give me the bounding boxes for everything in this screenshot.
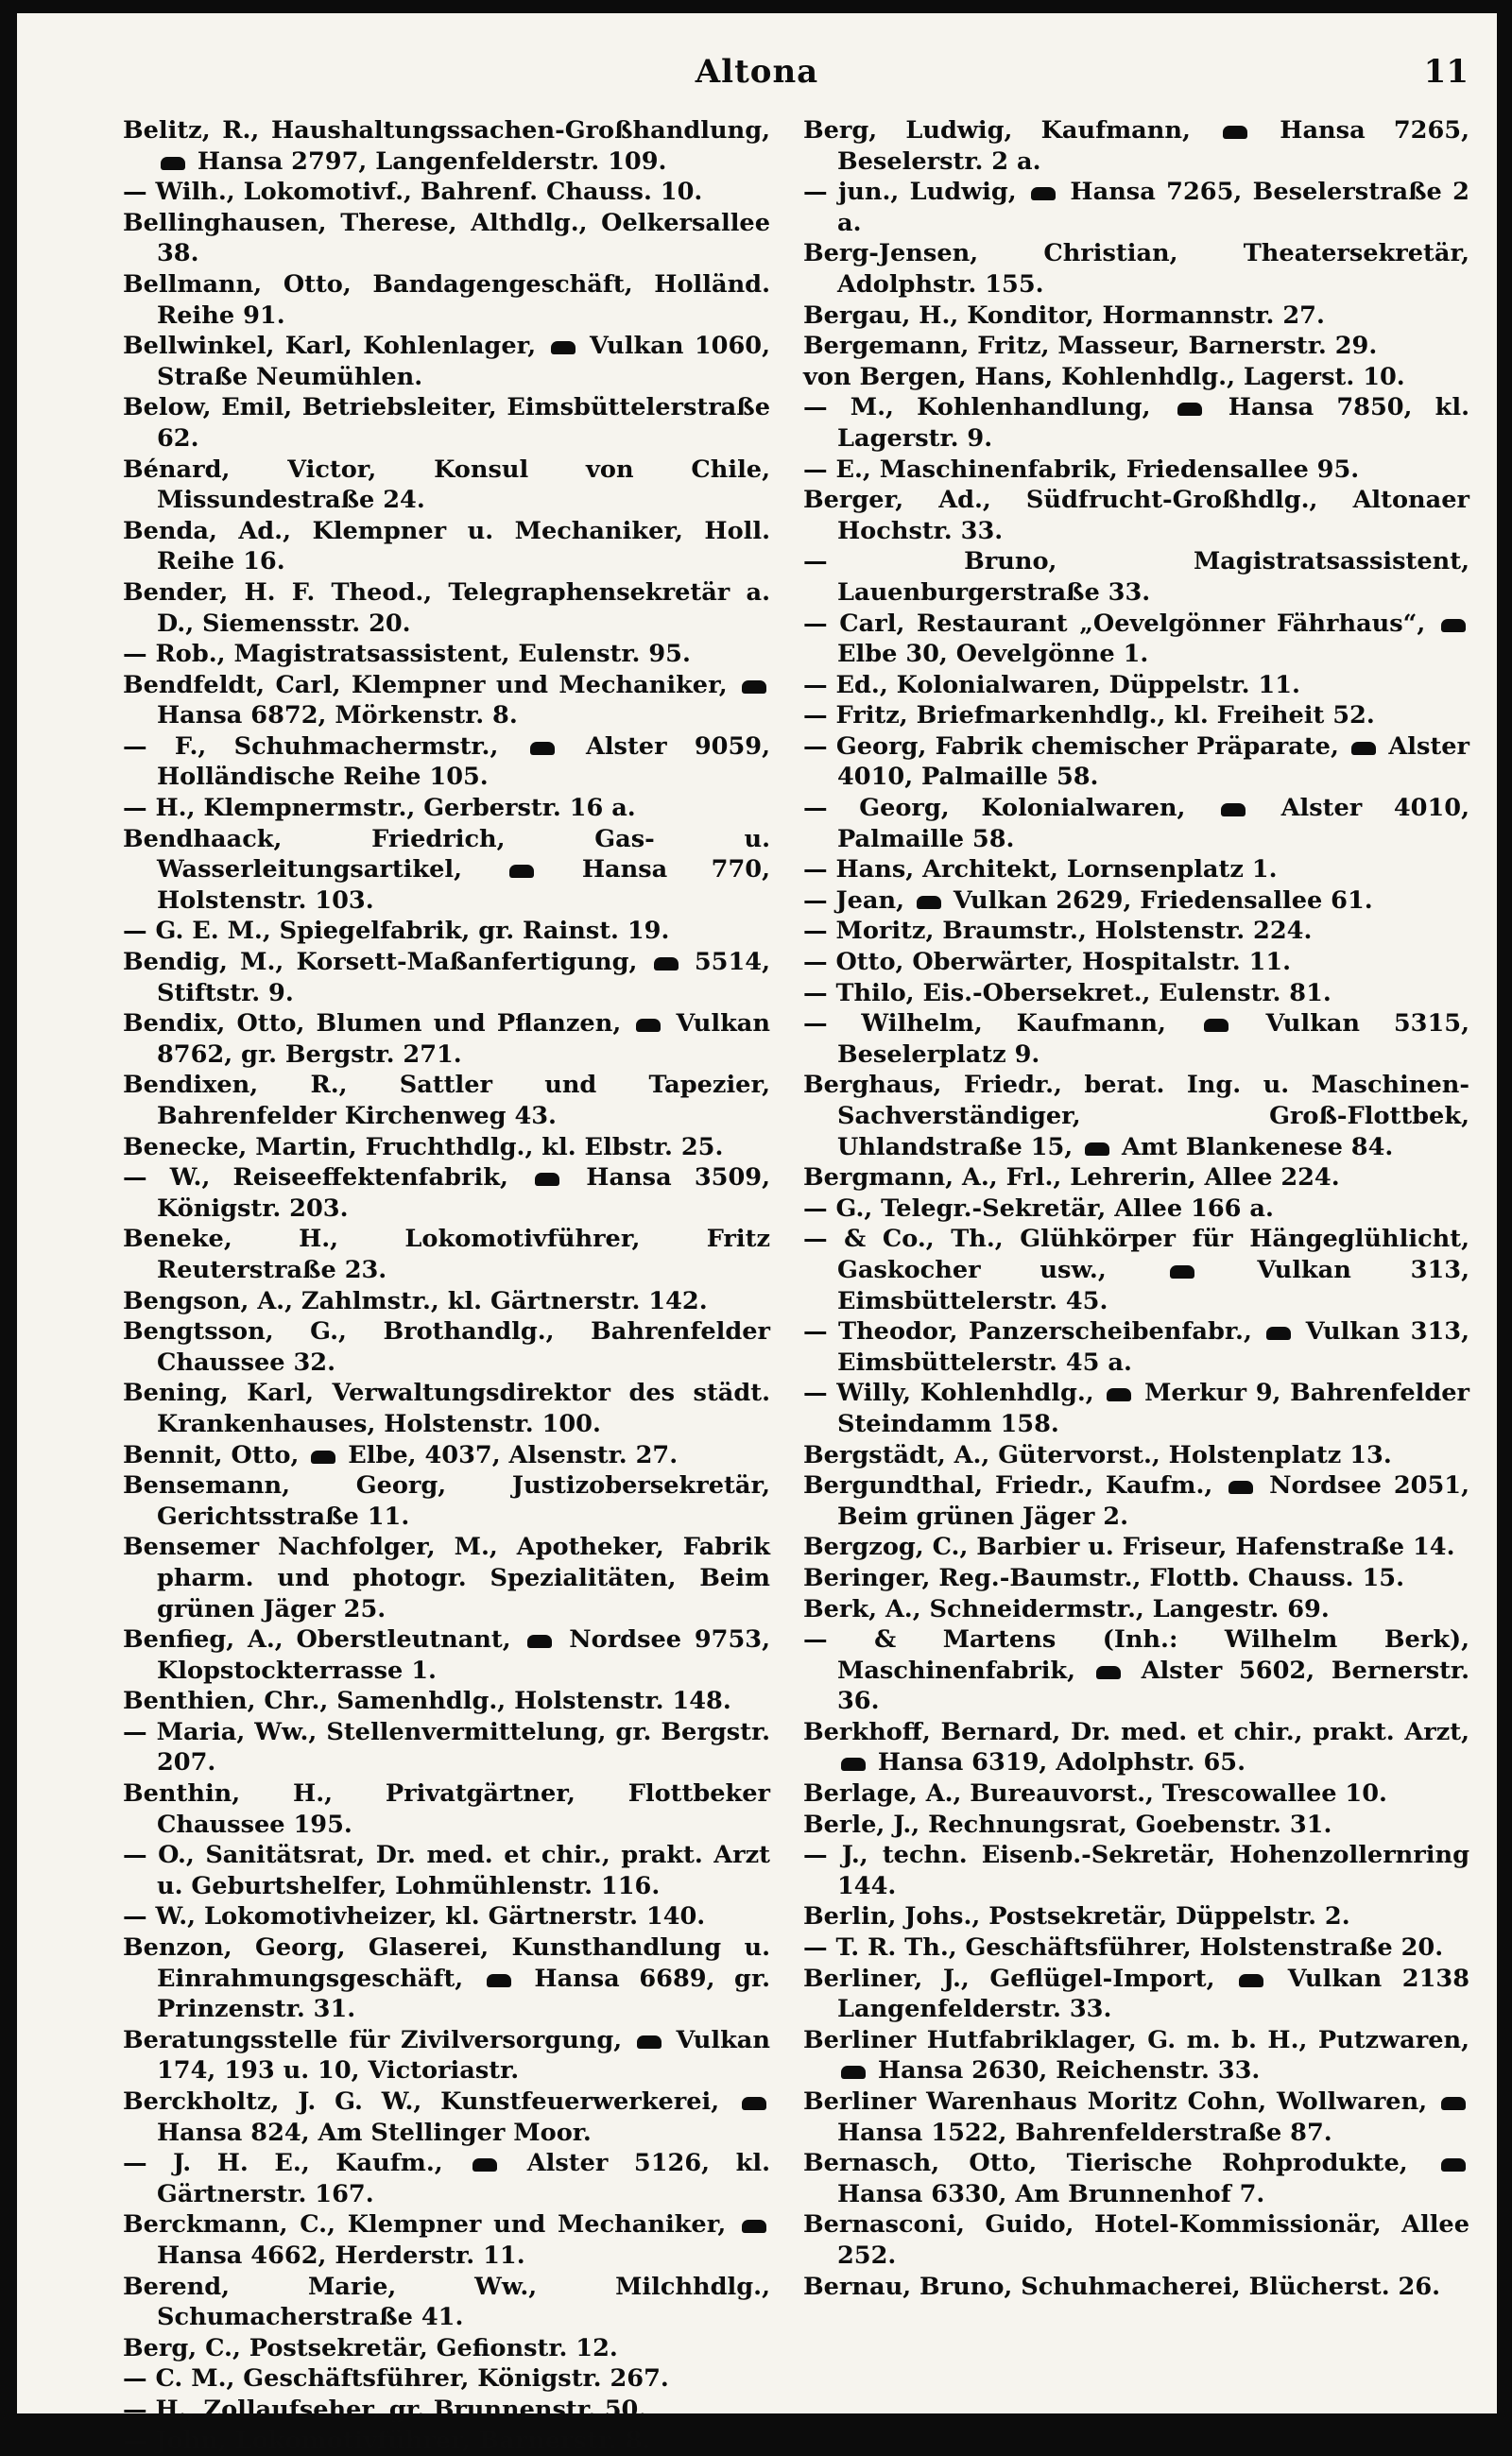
directory-entry: Bendhaack, Friedrich, Gas- u. Wasserleitungsartikel, Hansa 770, Holstenstr. 103.	[123, 824, 770, 915]
directory-entry: Berghaus, Friedr., berat. Ing. u. Maschinen-Sachverständiger, Groß-Flottbek, Uhlandstraße 15, Amt Blankenese 84.	[803, 1071, 1469, 1161]
directory-entry: Bender, H. F. Theod., Telegraphensekretär a. D., Siemensstr. 20.	[123, 577, 770, 638]
directory-entry: Benda, Ad., Klempner u. Mechaniker, Holl. Reihe 16.	[123, 516, 770, 576]
telephone-icon	[1107, 1388, 1131, 1401]
telephone-icon	[527, 1635, 552, 1648]
directory-entry: — M., Kohlenhandlung, Hansa 7850, kl. Lagerstr. 9.	[803, 393, 1469, 453]
directory-entry: Berle, J., Rechnungsrat, Goebenstr. 31.	[803, 1810, 1332, 1839]
directory-entry: Bellmann, Otto, Bandagengeschäft, Holländ. Reihe 91.	[123, 269, 770, 330]
telephone-icon	[1085, 1142, 1109, 1156]
directory-entry: Benecke, Martin, Fruchthdlg., kl. Elbstr. 25.	[123, 1132, 724, 1161]
directory-entry: Bellinghausen, Therese, Althdlg., Oelkersallee 38.	[123, 208, 770, 268]
directory-entry: Berg, C., Postsekretär, Gefionstr. 12.	[123, 2333, 618, 2362]
page-header	[17, 53, 1497, 91]
directory-entry: — F., Schuhmachermstr., Alster 9059, Holländische Reihe 105.	[123, 731, 770, 792]
directory-entry: Belitz, R., Haushaltungssachen-Großhandlung, Hansa 2797, Langenfelderstr. 109.	[123, 116, 770, 176]
telephone-icon	[1177, 403, 1202, 416]
directory-entry: Bernasch, Otto, Tierische Rohprodukte, Hansa 6330, Am Brunnenhof 7.	[803, 2148, 1469, 2209]
directory-entry: — H., Klempnermstr., Gerberstr. 16 a.	[123, 794, 636, 823]
telephone-icon	[535, 1173, 559, 1186]
directory-entry: Bening, Karl, Verwaltungsdirektor des städt. Krankenhauses, Holstenstr. 100.	[123, 1379, 770, 1438]
telephone-icon	[1031, 187, 1056, 200]
directory-entry: Bendig, M., Korsett-Maßanfertigung, 5514, Stiftstr. 9.	[123, 948, 770, 1007]
telephone-icon	[1441, 2158, 1466, 2172]
telephone-icon	[509, 865, 534, 878]
directory-entry: — E., Maschinenfabrik, Friedensallee 95.	[803, 455, 1360, 484]
directory-entry: — Georg, Kolonialwaren, Alster 4010, Palmaille 58.	[803, 794, 1469, 853]
telephone-icon	[1266, 1327, 1291, 1340]
telephone-icon	[917, 896, 941, 909]
directory-entry: Bergzog, C., Barbier u. Friseur, Hafenstraße 14.	[803, 1533, 1455, 1562]
left-column	[123, 115, 770, 2456]
directory-entry: Benzon, Georg, Glaserei, Kunsthandlung u. Einrahmungsgeschäft, Hansa 6689, gr. Prinzenstr. 31.	[123, 1933, 770, 2024]
directory-entry: Bellwinkel, Karl, Kohlenlager, Vulkan 1060, Straße Neumühlen.	[123, 332, 770, 391]
directory-entry: Bernau, Bruno, Schuhmacherei, Blücherst. 26.	[803, 2272, 1441, 2301]
directory-entry: Benthin, H., Privatgärtner, Flottbeker Chaussee 195.	[123, 1779, 770, 1839]
telephone-icon	[1351, 742, 1376, 755]
directory-entry: Bergundthal, Friedr., Kaufm., Nordsee 2051, Beim grünen Jäger 2.	[803, 1471, 1469, 1531]
directory-entry: Bergau, H., Konditor, Hormannstr. 27.	[803, 301, 1325, 330]
directory-entry: — Rob., Magistratsassistent, Eulenstr. 95.	[123, 640, 691, 669]
directory-entry: — Maria, Ww., Stellenvermittelung, gr. Bergstr. 207.	[123, 1717, 770, 1778]
page-title: Altona	[695, 53, 819, 91]
directory-entry: — Wilh., Lokomotivf., Bahrenf. Chauss. 10.	[123, 178, 703, 207]
directory-entry: — H., Zollaufseher, gr. Brunnenstr. 50.	[123, 2395, 647, 2424]
directory-entry: — J., techn. Eisenb.-Sekretär, Hohenzollernring 144.	[803, 1841, 1469, 1900]
telephone-icon	[1204, 1019, 1228, 1032]
telephone-icon	[841, 1758, 866, 1771]
directory-entry: — Wilhelm, Kaufmann, Vulkan 5315, Beselerplatz 9.	[803, 1009, 1469, 1069]
directory-entry: — Thilo, Eis.-Obersekret., Eulenstr. 81.	[803, 978, 1332, 1007]
telephone-icon	[1441, 619, 1466, 632]
telephone-icon	[161, 157, 185, 170]
directory-entry: — Ed., Kolonialwaren, Düppelstr. 11.	[803, 670, 1300, 699]
directory-entry: — C. M., Geschäftsführer, Königstr. 267.	[123, 2364, 669, 2394]
directory-entry: Bennit, Otto, Elbe, 4037, Alsenstr. 27.	[123, 1440, 679, 1469]
directory-entry: — Fritz, Briefmarkenhdlg., kl. Freiheit 52.	[803, 701, 1375, 730]
telephone-icon	[1223, 126, 1247, 139]
directory-entry: Berliner Hutfabriklager, G. m. b. H., Putzwaren, Hansa 2630, Reichenstr. 33.	[803, 2025, 1469, 2086]
directory-entry: Bergstädt, A., Gütervorst., Holstenplatz 13.	[803, 1440, 1392, 1469]
directory-entry: — T. R. Th., Geschäftsführer, Holstenstraße 20.	[803, 1933, 1444, 1963]
directory-entry: Bengson, A., Zahlmstr., kl. Gärtnerstr. 142.	[123, 1286, 708, 1315]
directory-entry: Beringer, Reg.-Baumstr., Flottb. Chauss. 15.	[803, 1563, 1404, 1592]
telephone-icon	[742, 2220, 766, 2233]
directory-entry: Berlin, Johs., Postsekretär, Düppelstr. 2.	[803, 1902, 1350, 1932]
directory-entry: Bensemann, Georg, Justizobersekretär, Gerichtsstraße 11.	[123, 1471, 770, 1531]
telephone-icon	[487, 1974, 511, 1987]
directory-page	[17, 13, 1497, 2455]
directory-entry: Berk, A., Schneidermstr., Langestr. 69.	[803, 1594, 1330, 1623]
directory-entry: Berlage, A., Bureauvorst., Trescowallee 10.	[803, 1779, 1387, 1809]
telephone-icon	[841, 2066, 866, 2079]
directory-entry: Bendfeldt, Carl, Klempner und Mechaniker, Hansa 6872, Mörkenstr. 8.	[123, 670, 770, 731]
directory-entry: — Jean, Vulkan 2629, Friedensallee 61.	[803, 885, 1373, 915]
telephone-icon	[636, 1019, 661, 1032]
telephone-icon	[1221, 803, 1246, 816]
directory-entry: Berg-Jensen, Christian, Theatersekretär, Adolphstr. 155.	[803, 239, 1469, 299]
directory-entry: von Bergen, Hans, Kohlenhdlg., Lagerst. 10.	[803, 362, 1405, 391]
directory-entry: — J. H. E., Kaufm., Alster 5126, kl. Gärtnerstr. 167.	[123, 2149, 770, 2208]
directory-entry: — G. E. M., Spiegelfabrik, gr. Rainst. 19.	[123, 917, 670, 946]
directory-entry: Bergmann, A., Frl., Lehrerin, Allee 224.	[803, 1163, 1340, 1193]
directory-entry: — Willy, Kohlenhdlg., Merkur 9, Bahrenfelder Steindamm 158.	[803, 1379, 1469, 1438]
directory-entry: Berger, Ad., Südfrucht-Großhdlg., Altonaer Hochstr. 33.	[803, 486, 1469, 545]
telephone-icon	[530, 742, 555, 755]
directory-entry: — Bruno, Magistratsassistent, Lauenburgerstraße 33.	[803, 547, 1469, 607]
directory-entry: Bénard, Victor, Konsul von Chile, Missundestraße 24.	[123, 455, 770, 515]
directory-entry: Beratungsstelle für Zivilversorgung, Vulkan 174, 193 u. 10, Victoriastr.	[123, 2025, 770, 2086]
directory-entry: Bergemann, Fritz, Masseur, Barnerstr. 29.	[803, 332, 1378, 361]
directory-entry: Bernasconi, Guido, Hotel-Kommissionär, Allee 252.	[803, 2210, 1469, 2270]
directory-entry: Beneke, H., Lokomotivführer, Fritz Reuterstraße 23.	[123, 1225, 770, 1284]
directory-entry: — Moritz, Braumstr., Holstenstr. 224.	[803, 917, 1313, 946]
directory-entry: Bengtsson, G., Brothandlg., Bahrenfelder Chaussee 32.	[123, 1317, 770, 1377]
directory-entry: Berliner Warenhaus Moritz Cohn, Wollwaren, Hansa 1522, Bahrenfelderstraße 87.	[803, 2087, 1469, 2148]
directory-entry: — Otto, Oberwärter, Hospitalstr. 11.	[803, 948, 1292, 977]
directory-entry: — W., Reiseeffektenfabrik, Hansa 3509, Königstr. 203.	[123, 1163, 770, 1223]
directory-entry: Berend, Marie, Ww., Milchhdlg., Schumacherstraße 41.	[123, 2272, 770, 2332]
directory-entry: — W., Lokomotivheizer, kl. Gärtnerstr. 140.	[123, 1902, 706, 1932]
directory-entry: — John, Lokomotivführer, Barnerstr. 8.	[123, 2426, 651, 2455]
telephone-icon	[1096, 1666, 1121, 1679]
telephone-icon	[742, 2097, 766, 2110]
telephone-icon	[551, 341, 576, 354]
directory-entry: Berkhoff, Bernard, Dr. med. et chir., prakt. Arzt, Hansa 6319, Adolphstr. 65.	[803, 1717, 1469, 1778]
telephone-icon	[472, 2158, 497, 2172]
telephone-icon	[637, 2035, 662, 2049]
telephone-icon	[1239, 1974, 1263, 1987]
directory-entry: — Georg, Fabrik chemischer Präparate, Alster 4010, Palmaille 58.	[803, 731, 1470, 792]
directory-entry: — & Co., Th., Glühkörper für Hängeglühlicht, Gaskocher usw., Vulkan 313, Eimsbüttelerstr. 45.	[803, 1225, 1469, 1315]
directory-entry: Berg, Ludwig, Kaufmann, Hansa 7265, Beselerstr. 2 a.	[803, 116, 1469, 176]
directory-entry: — Theodor, Panzerscheibenfabr., Vulkan 313, Eimsbüttelerstr. 45 a.	[803, 1317, 1469, 1377]
directory-entry: — Hans, Architekt, Lornsenplatz 1.	[803, 855, 1278, 885]
directory-entry: — Carl, Restaurant „Oevelgönner Fährhaus“, Elbe 30, Oevelgönne 1.	[803, 609, 1469, 670]
directory-entry: Benfieg, A., Oberstleutnant, Nordsee 9753, Klopstockterrasse 1.	[123, 1625, 770, 1685]
directory-entry: Bendixen, R., Sattler und Tapezier, Bahrenfelder Kirchenweg 43.	[123, 1071, 770, 1130]
telephone-icon	[1228, 1481, 1253, 1494]
telephone-icon	[1170, 1265, 1194, 1279]
directory-entry: — & Martens (Inh.: Wilhelm Berk), Maschinenfabrik, Alster 5602, Bernerstr. 36.	[803, 1625, 1469, 1716]
right-column	[803, 115, 1469, 2302]
telephone-icon	[1441, 2097, 1466, 2110]
directory-entry: — O., Sanitätsrat, Dr. med. et chir., prakt. Arzt u. Geburtshelfer, Lohmühlenstr. 116.	[123, 1841, 770, 1900]
telephone-icon	[311, 1451, 335, 1464]
directory-entry: Bendix, Otto, Blumen und Pflanzen, Vulkan 8762, gr. Bergstr. 271.	[123, 1009, 770, 1069]
directory-entry: — jun., Ludwig, Hansa 7265, Beselerstraße 2 a.	[803, 178, 1469, 237]
telephone-icon	[742, 680, 766, 694]
directory-entry: Benthien, Chr., Samenhdlg., Holstenstr. 148.	[123, 1687, 731, 1716]
page-number: 11	[1423, 53, 1469, 91]
directory-entry: Berckholtz, J. G. W., Kunstfeuerwerkerei, Hansa 824, Am Stellinger Moor.	[123, 2087, 770, 2148]
directory-entry: Below, Emil, Betriebsleiter, Eimsbüttelerstraße 62.	[123, 393, 770, 453]
directory-entry: Berckmann, C., Klempner und Mechaniker, Hansa 4662, Herderstr. 11.	[123, 2209, 770, 2271]
telephone-icon	[654, 957, 679, 970]
directory-entry: — G., Telegr.-Sekretär, Allee 166 a.	[803, 1194, 1274, 1223]
directory-entry: Berliner, J., Geflügel-Import, Vulkan 2138 Langenfelderstr. 33.	[803, 1964, 1470, 2024]
directory-entry: Bensemer Nachfolger, M., Apotheker, Fabrik pharm. und photogr. Spezialitäten, Beim grünen Jäger 25.	[123, 1533, 770, 1623]
